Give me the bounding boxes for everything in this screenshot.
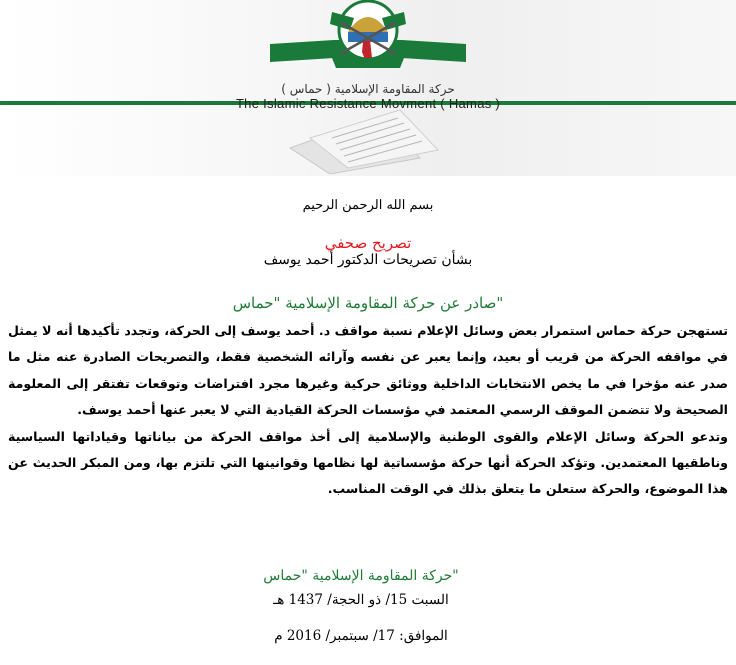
letterhead-banner: [0, 0, 736, 176]
org-name-arabic: حركة المقاومة الإسلامية ( حماس ): [281, 82, 455, 96]
body-paragraph: وتدعو الحركة وسائل الإعلام والقوى الوطنية والإسلامية إلى أخذ مواقف الحركة من بياناتها وقياداتها السياسية وناطقيها المعتمدين. وتؤكد الحركة أنها حركة مؤسساتية لها نظامها وقوانينها التي تلتزم بها، ومن المبكر الحديث عن هذا الموضوع، والحركة ستعلن ما يتعلق بذلك في الوقت المناسب.: [8, 428, 728, 497]
document-title: تصريح صحفي: [324, 234, 412, 252]
issued-by: "صادر عن حركة المقاومة الإسلامية "حماس: [232, 294, 504, 312]
body-paragraph: تستهجن حركة حماس استمرار بعض وسائل الإعلام نسبة مواقف د. أحمد يوسف إلى الحركة، وتجدد تأكيدها أنه لا يمثل في مواقفه الحركة من قريب أو بعيد، وإنما يعبر عن نفسه وآرائه الشخصية فقط، والتصريحات الصادرة عنه مثل ما صدر عنه مؤخرا في ما يخص الانتخابات الداخلية ووثائق حركية وغيرها مجرد افتراضات وتوقعات تفتقر إلى المعلومة الصحيحة ولا تتضمن الموقف الرسمي المعتمد في مؤسسات الحركة القيادية التي لا يعبر عنها أحمد يوسف.: [8, 323, 728, 418]
statement-body: [8, 318, 728, 503]
signature-date-gregorian: الموافق: 17/ سبتمبر/ 2016 م: [274, 628, 448, 644]
document-subtitle: بشأن تصريحات الدكتور أحمد يوسف: [263, 252, 473, 268]
hamas-emblem-icon: [262, 0, 474, 84]
signature-org: "حركة المقاومة الإسلامية "حماس: [263, 568, 459, 584]
basmala: بسم الله الرحمن الرحيم: [302, 198, 434, 213]
org-name-english: The Islamic Resistance Movment ( Hamas ): [235, 96, 501, 111]
signature-date-hijri: السبت 15/ ذو الحجة/ 1437 هـ: [273, 592, 449, 608]
documents-icon: [270, 108, 480, 174]
